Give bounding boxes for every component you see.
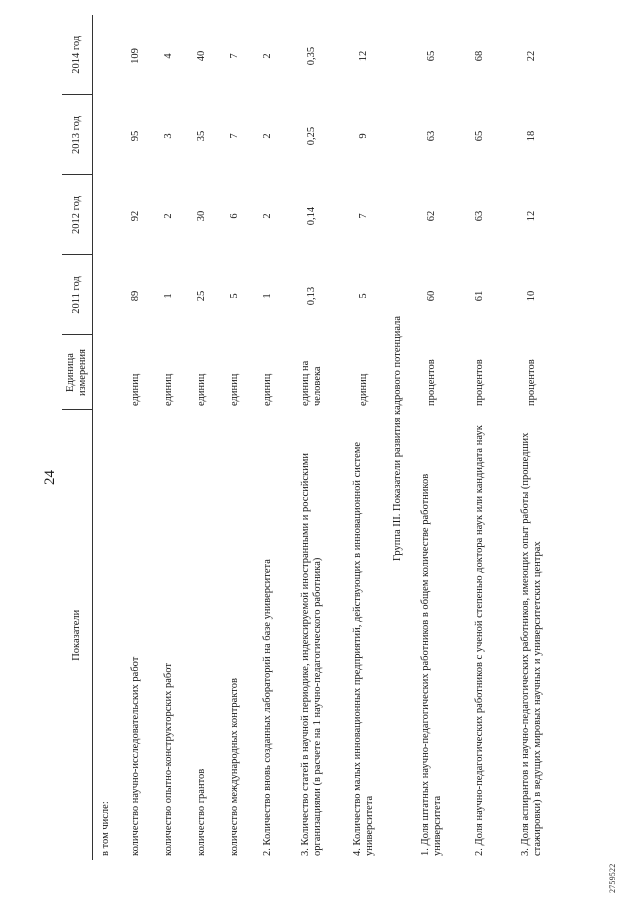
table-row xyxy=(218,15,251,860)
row-value-2012: 6 xyxy=(228,213,240,219)
row-name: количество опытно-конструкторских работ xyxy=(162,663,174,856)
row-name: количество научно-исследовательских работ xyxy=(129,656,141,856)
row-value-2014: 4 xyxy=(162,53,174,59)
table-row xyxy=(251,15,284,860)
row-name: 3. Количество статей в научной периодике, индексируемой иностранными и российскими организациями (в расчете на 1 научно-педагогического работника) xyxy=(300,452,324,856)
table-row xyxy=(408,15,456,860)
header-indicators: Показатели xyxy=(62,410,93,860)
indicators-table xyxy=(62,15,560,860)
row-value-2012: 12 xyxy=(526,210,538,222)
row-unit: процентов xyxy=(426,359,438,406)
row-value-2011: 10 xyxy=(526,290,538,302)
row-value-2014: 68 xyxy=(474,50,486,62)
row-name: в том числе: xyxy=(100,801,112,856)
row-value-2013: 65 xyxy=(474,130,486,142)
header-year-2013: 2013 год xyxy=(62,95,93,175)
row-value-2012: 62 xyxy=(426,210,438,222)
row-value-2013: 7 xyxy=(228,133,240,139)
group-heading-row xyxy=(388,15,408,860)
row-value-2014: 65 xyxy=(426,50,438,62)
row-unit: единиц xyxy=(358,373,370,406)
row-name: 1. Доля штатных научно-педагогических работников в общем количестве работников университета xyxy=(420,473,444,856)
row-value-2013: 18 xyxy=(526,130,538,142)
row-unit: единиц xyxy=(162,373,174,406)
row-value-2014: 0,35 xyxy=(306,46,318,66)
row-value-2014: 12 xyxy=(358,50,370,62)
row-name: 3. Доля аспирантов и научно-педагогических работников, имеющих опыт работы (прошедших стажировки) в ведущих мировых научных и университетских центрах xyxy=(520,432,544,856)
row-unit xyxy=(93,335,120,410)
group-heading: Группа III. Показатели развития кадрового потенциала xyxy=(392,315,404,562)
row-unit: процентов xyxy=(474,359,486,406)
row-value-2012: 30 xyxy=(195,210,207,222)
row-value-2014: 22 xyxy=(526,50,538,62)
row-value-2014: 109 xyxy=(129,48,141,64)
row-value-2011: 5 xyxy=(228,293,240,299)
row-value-2011: 60 xyxy=(426,290,438,302)
table-row xyxy=(340,15,388,860)
row-value-2012: 92 xyxy=(129,210,141,222)
row-value-2014 xyxy=(93,15,120,95)
table-row xyxy=(185,15,218,860)
row-value-2013: 2 xyxy=(261,133,273,139)
row-value-2014: 2 xyxy=(261,53,273,59)
header-year-2011: 2011 год xyxy=(62,255,93,335)
header-unit: Единица измерения xyxy=(62,335,93,410)
row-value-2014: 40 xyxy=(195,50,207,62)
row-unit: единиц xyxy=(228,373,240,406)
row-unit: единиц xyxy=(195,373,207,406)
header-year-2012: 2012 год xyxy=(62,175,93,255)
row-unit: единиц на человека xyxy=(300,360,324,406)
table-row xyxy=(152,15,185,860)
row-value-2013 xyxy=(93,95,120,175)
row-value-2011: 1 xyxy=(162,293,174,299)
table-row xyxy=(284,15,340,860)
row-value-2013: 35 xyxy=(195,130,207,142)
row-value-2011: 89 xyxy=(129,290,141,302)
row-value-2013: 63 xyxy=(426,130,438,142)
row-value-2011: 25 xyxy=(195,290,207,302)
table-row xyxy=(504,15,560,860)
document-code: 2759522 xyxy=(608,863,617,893)
row-unit: процентов xyxy=(526,359,538,406)
row-value-2014: 7 xyxy=(228,53,240,59)
row-value-2013: 95 xyxy=(129,130,141,142)
row-value-2012: 63 xyxy=(474,210,486,222)
row-name: 4. Количество малых инновационных предприятий, действующих в инновационной системе университета xyxy=(352,441,376,856)
table-row xyxy=(93,15,120,860)
header-year-2014: 2014 год xyxy=(62,15,93,95)
row-value-2011: 5 xyxy=(358,293,370,299)
page-number: 24 xyxy=(42,470,58,485)
row-value-2011: 0,13 xyxy=(306,286,318,306)
row-value-2011: 61 xyxy=(474,290,486,302)
row-value-2013: 0,25 xyxy=(306,126,318,146)
row-value-2011: 1 xyxy=(261,293,273,299)
row-name: количество грантов xyxy=(195,768,207,856)
row-value-2012: 0,14 xyxy=(306,206,318,226)
row-value-2013: 9 xyxy=(358,133,370,139)
row-name: количество международных контрактов xyxy=(228,678,240,856)
table-row xyxy=(456,15,504,860)
row-value-2011 xyxy=(93,255,120,335)
row-unit: единиц xyxy=(261,373,273,406)
row-value-2012: 2 xyxy=(162,213,174,219)
row-value-2012 xyxy=(93,175,120,255)
row-value-2012: 7 xyxy=(358,213,370,219)
table-header-row xyxy=(62,15,93,860)
row-value-2012: 2 xyxy=(261,213,273,219)
row-unit: единиц xyxy=(129,373,141,406)
row-name: 2. Количество вновь созданных лабораторий на базе университета xyxy=(261,559,273,856)
row-value-2013: 3 xyxy=(162,133,174,139)
row-name: 2. Доля научно-педагогических работников с ученой степенью доктора наук или кандидата наук xyxy=(474,425,486,856)
table-row xyxy=(119,15,152,860)
